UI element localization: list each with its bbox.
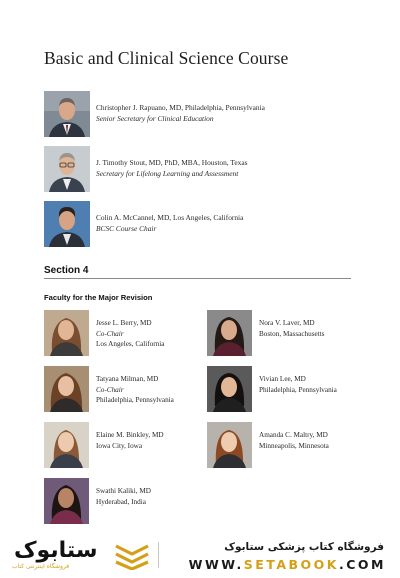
page-title: Basic and Clinical Science Course [44, 48, 289, 68]
faculty-location: Boston, Massachusetts [259, 329, 325, 338]
portrait-photo [207, 422, 252, 468]
store-name: فروشگاه کتاب پزشکی ستابوک [224, 541, 384, 553]
portrait-photo [207, 310, 252, 356]
url-prefix: WWW. [188, 557, 244, 572]
portrait-photo [44, 478, 89, 524]
portrait-photo [44, 201, 90, 247]
faculty-location: Philadelphia, Pennsylvania [96, 396, 174, 405]
leader-entry [44, 146, 374, 192]
url-suffix: .COM [339, 557, 386, 572]
faculty-entry [207, 366, 377, 412]
leader-role: BCSC Course Chair [96, 224, 157, 233]
leader-role: Secretary for Lifelong Learning and Assessment [96, 169, 239, 178]
portrait-photo [207, 366, 252, 412]
banner-divider [158, 542, 159, 568]
faculty-name: Amanda C. Maltry, MD [259, 431, 328, 439]
portrait-photo [44, 146, 90, 192]
leader-name: J. Timothy Stout, MD, PhD, MBA, Houston, Texas [96, 158, 248, 167]
faculty-role: Co-Chair [96, 385, 124, 394]
leader-entry [44, 201, 374, 247]
faculty-name: Nora V. Laver, MD [259, 319, 315, 327]
faculty-subheading: Faculty for the Major Revision [44, 293, 153, 302]
faculty-entry [44, 478, 214, 524]
store-banner [0, 530, 400, 578]
faculty-location: Minneapolis, Minnesota [259, 441, 329, 450]
leader-role: Senior Secretary for Clinical Education [96, 114, 214, 123]
faculty-entry [44, 422, 214, 468]
faculty-location: Hyderabad, India [96, 497, 146, 506]
portrait-photo [44, 310, 89, 356]
store-logo-tagline: فروشگاه اینترنتی کتاب [12, 563, 70, 570]
leader-name: Christopher J. Rapuano, MD, Philadelphia, Pennsylvania [96, 103, 265, 112]
faculty-entry [44, 366, 214, 412]
faculty-name: Swathi Kaliki, MD [96, 487, 151, 495]
section-title: Section 4 [44, 265, 89, 276]
portrait-photo [44, 366, 89, 412]
faculty-entry [44, 310, 214, 356]
portrait-photo [44, 91, 90, 137]
faculty-name: Jesse L. Berry, MD [96, 319, 152, 327]
faculty-location: Philadelphia, Pennsylvania [259, 385, 337, 394]
store-url-link[interactable] [189, 557, 386, 572]
book-logo-icon [114, 542, 150, 570]
faculty-name: Elaine M. Binkley, MD [96, 431, 164, 439]
faculty-location: Iowa City, Iowa [96, 441, 143, 450]
leader-entry [44, 91, 374, 137]
faculty-name: Tatyana Milman, MD [96, 375, 159, 383]
store-logo-text: ستابوک [14, 538, 98, 563]
portrait-photo [44, 422, 89, 468]
leader-name: Colin A. McCannel, MD, Los Angeles, California [96, 213, 244, 222]
faculty-entry [207, 310, 377, 356]
faculty-role: Co-Chair [96, 329, 124, 338]
section-divider [44, 278, 351, 279]
faculty-entry [207, 422, 377, 468]
faculty-name: Vivian Lee, MD [259, 375, 306, 383]
faculty-location: Los Angeles, California [96, 340, 165, 349]
url-highlight: SETABOOK [243, 557, 339, 572]
